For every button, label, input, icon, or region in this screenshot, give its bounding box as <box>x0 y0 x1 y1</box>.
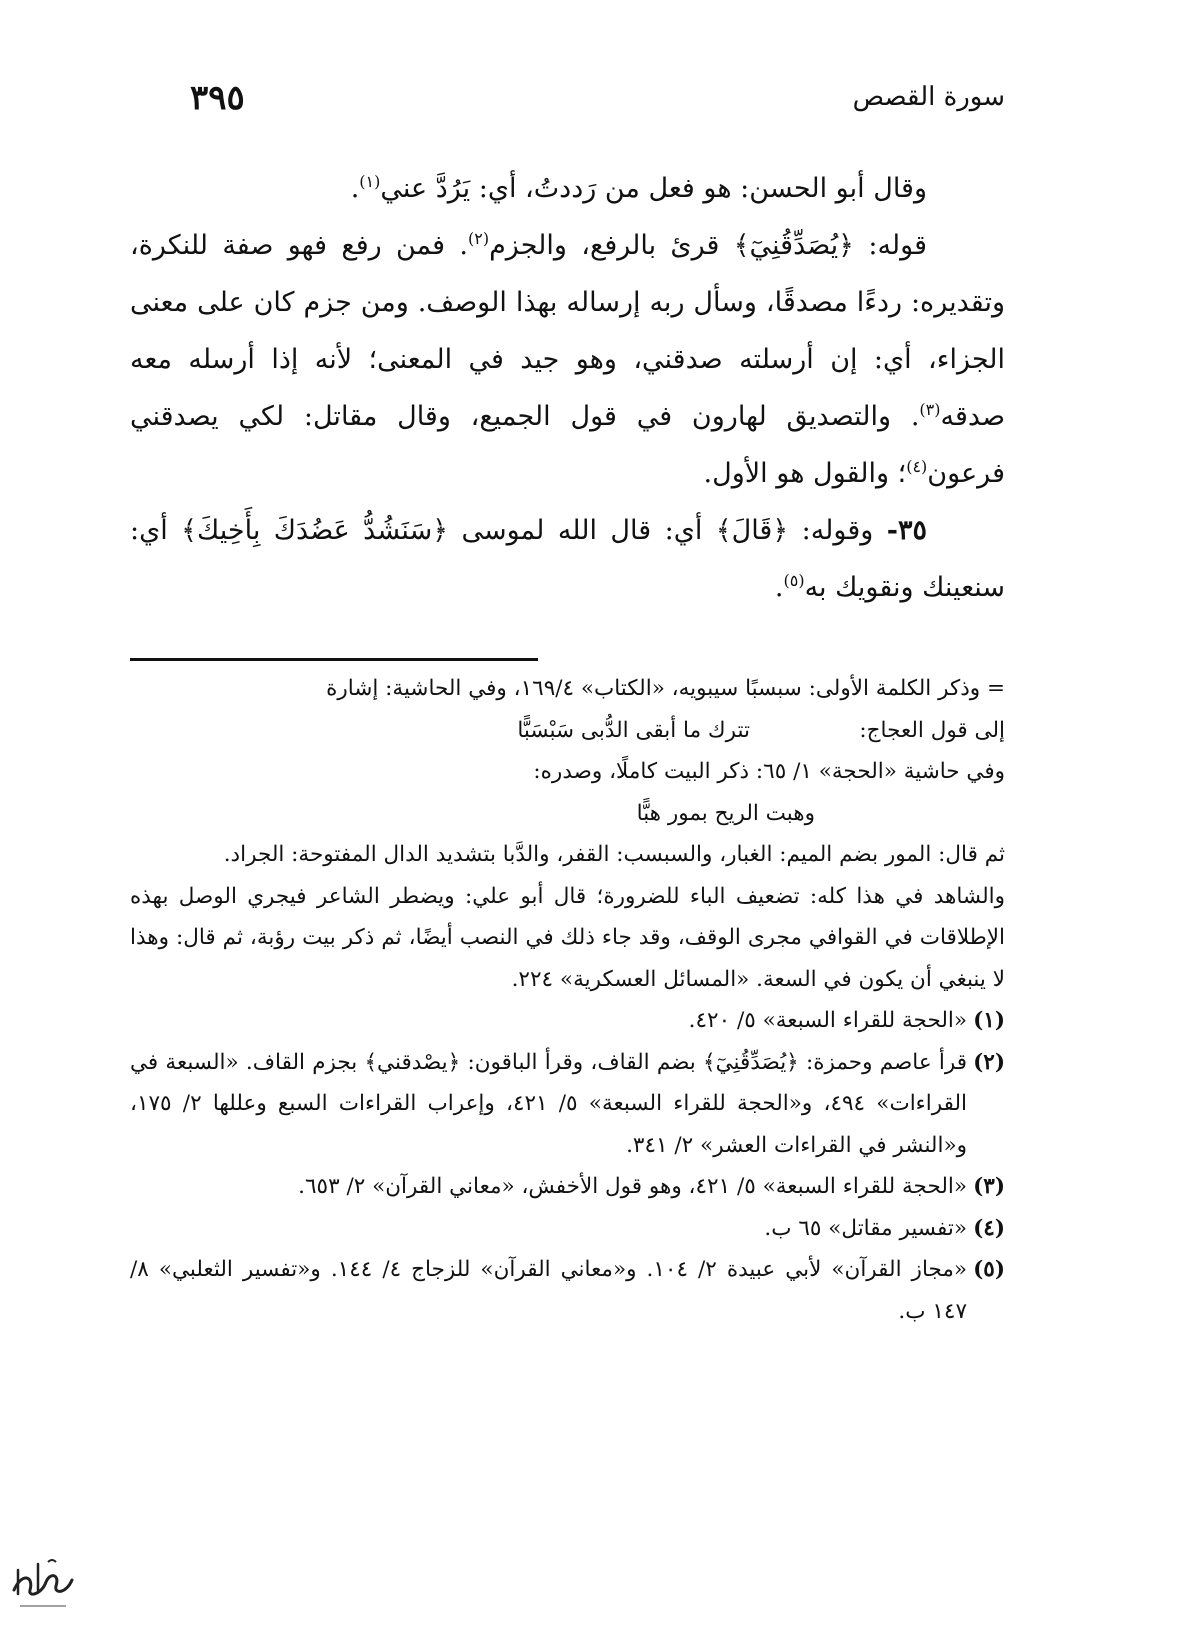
poetry-line <box>130 710 1005 752</box>
footnote-4 <box>130 1208 1005 1250</box>
paragraph-2-text-c: . والتصديق لهارون في قول الجميع، وقال مقاتل: لكي يصدقني فرعون <box>130 401 1005 489</box>
footnotes <box>130 668 1005 1332</box>
footnote-3 <box>130 1166 1005 1208</box>
continued-note-line-6: والشاهد في هذا كله: تضعيف الباء للضرورة؛ قال أبو علي: ويضطر الشاعر فيجري الوصل بهذه الإطلاقات في القوافي مجرى الوقف، وقد جاء ذلك في النصب أيضًا، ثم ذكر بيت رؤبة، ثم قال: وهذا لا ينبغي أن يكون في السعة. «المسائل العسكرية» ٢٢٤. <box>130 883 1005 992</box>
footnote-4-text: «تفسير مقاتل» ٦٥ ب. <box>764 1215 967 1241</box>
footnote-3-number: (٣) <box>973 1174 1005 1199</box>
paragraph-1-text: وقال أبو الحسن: هو فعل من رَددتُ، أي: يَرُدَّ عني <box>380 173 927 204</box>
footnote-2 <box>130 1042 1005 1167</box>
continued-note-line-3: وفي حاشية «الحجة» ١/ ٦٥: ذكر البيت كاملًا، وصدره: <box>533 759 1005 784</box>
footnote-1-text: «الحجة للقراء السبعة» ٥/ ٤٢٠. <box>688 1008 967 1033</box>
page-header <box>190 78 1005 128</box>
continued-note-line-1: = وذكر الكلمة الأولى: سبسبًا سيبويه، «الكتاب» ١٦٩/٤، وفي الحاشية: إشارة <box>326 676 1005 701</box>
footnote-3-text: «الحجة للقراء السبعة» ٥/ ٤٢١، وهو قول الأخفش، «معاني القرآن» ٢/ ٦٥٣. <box>298 1174 967 1199</box>
verse-number: ٣٥- <box>886 515 927 546</box>
footnote-ref-1[interactable]: (١) <box>359 172 381 191</box>
poetry-verse: وهبت الريح بمور هبًّا <box>636 800 815 826</box>
footnote-ref-2[interactable]: (٢) <box>468 229 490 248</box>
page-number: ٣٩٥ <box>190 78 245 118</box>
paragraph-1-end: . <box>350 173 360 204</box>
footnote-1 <box>130 1000 1005 1042</box>
paragraph-3 <box>130 502 1005 616</box>
paragraph-3-end: . <box>774 572 784 603</box>
paragraph-2-text-d: ؛ والقول هو الأول. <box>703 458 907 489</box>
footnote-separator <box>130 658 538 661</box>
publisher-logo <box>8 1550 78 1616</box>
continued-note-line-5: ثم قال: المور بضم الميم: الغبار، والسبسب: القفر، والدَّبا بتشديد الدال المفتوحة: الجراد. <box>223 842 1005 867</box>
paragraph-1 <box>130 160 1005 217</box>
paragraph-2-text-b: . فمن رفع فهو صفة للنكرة، وتقديره: ردءًا مصدقًا، وسأل ربه إرساله بهذا الوصف. ومن جزم كان على معنى الجزاء، أي: إن أرسلته صدقني، وهو جيد في المعنى؛ لأنه إذا أرسله معه صدقه <box>130 230 1005 432</box>
running-title: سورة القصص <box>852 82 1005 112</box>
paragraph-2 <box>130 217 1005 502</box>
footnote-ref-3[interactable]: (٣) <box>919 400 941 419</box>
main-text <box>130 160 1005 616</box>
footnote-ref-4[interactable]: (٤) <box>906 457 928 476</box>
footnote-2-number: (٢) <box>973 1049 1005 1075</box>
paragraph-3-text: وقوله: ﴿قَالَ﴾ أي: قال الله لموسى ﴿سَنَشُدُّ عَضُدَكَ بِأَخِيكَ﴾ أي: سنعينك ونقويك به <box>130 515 1005 603</box>
footnote-4-number: (٤) <box>973 1215 1005 1241</box>
poetry-hemistich: تترك ما أبقى الدُّبى سَبْسَبًّا <box>517 717 750 743</box>
poetry-intro: إلى قول العجاج: <box>859 717 1005 743</box>
paragraph-2-text-a: قوله: ﴿يُصَدِّقُنِيٓ﴾ قرئ بالرفع، والجزم <box>489 230 927 261</box>
footnote-2-text: قرأ عاصم وحمزة: ﴿يُصَدِّقُنِيٓ﴾ بضم القاف، وقرأ الباقون: ﴿يصْدقني﴾ بجزم القاف. «السبعة في القراءات» ٤٩٤، و«الحجة للقراء السبعة» ٥/ ٤٢١، وإعراب القراءات السبع وعللها ٢/ ١٧٥، و«النشر في القراءات العشر» ٢/ ٣٤١. <box>130 1049 968 1158</box>
footnote-5 <box>130 1249 1005 1332</box>
footnote-5-number: (٥) <box>973 1257 1005 1282</box>
footnote-1-number: (١) <box>973 1008 1005 1033</box>
footnote-ref-5[interactable]: (٥) <box>783 571 805 590</box>
footnote-5-text: «مجاز القرآن» لأبي عبيدة ٢/ ١٠٤. و«معاني القرآن» للزجاج ٤/ ١٤٤. و«تفسير الثعلبي» ٨/ ١٤٧ ب. <box>130 1257 968 1324</box>
